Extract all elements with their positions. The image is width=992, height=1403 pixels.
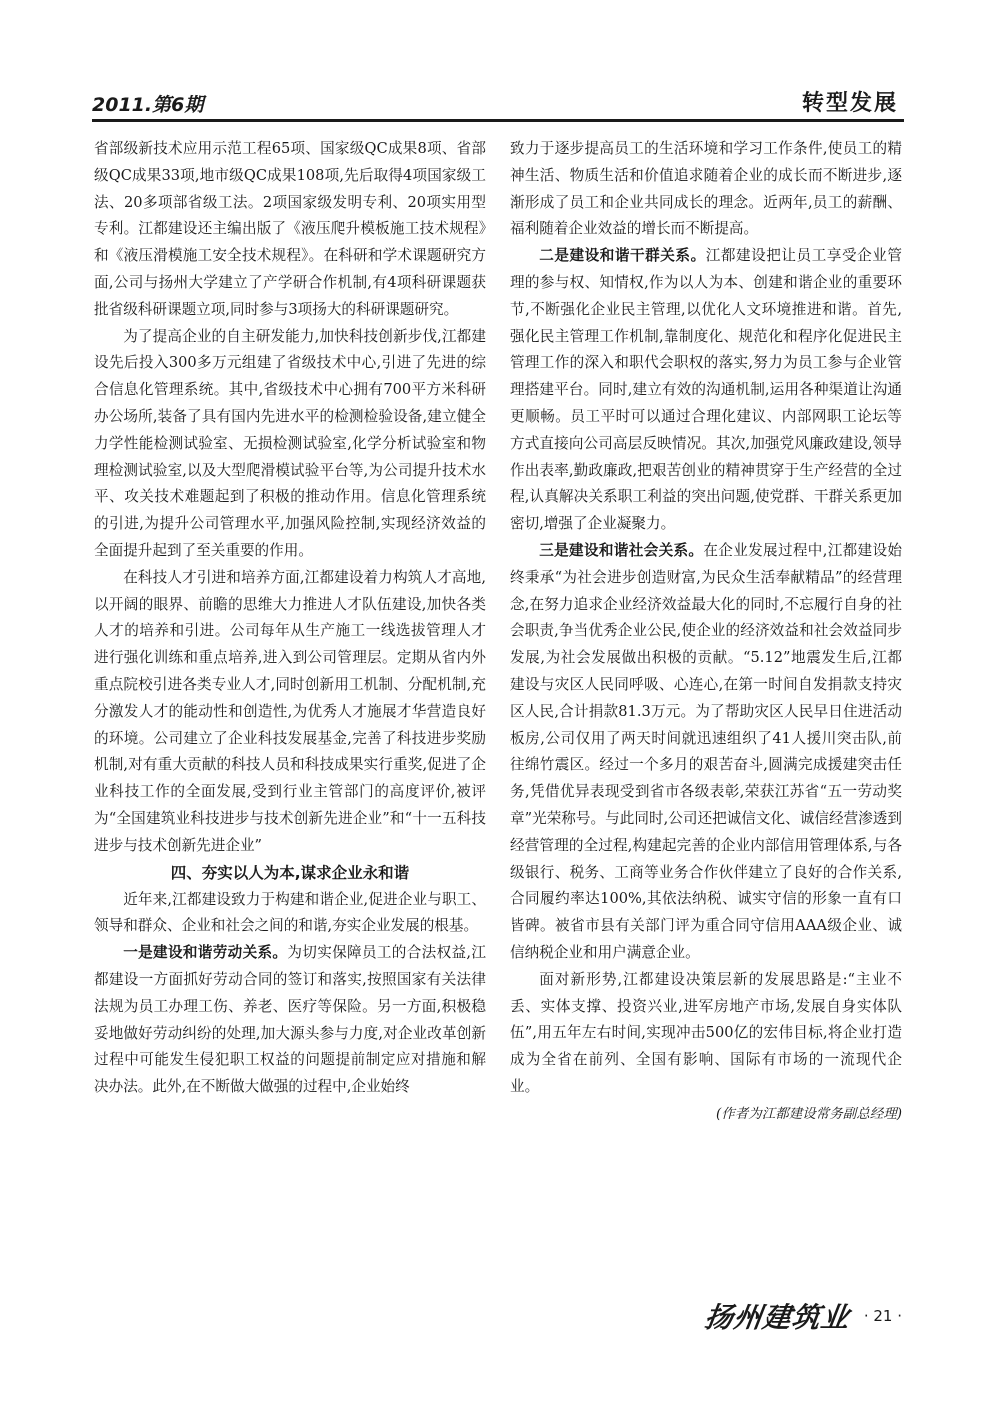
paragraph: 致力于逐步提高员工的生活环境和学习工作条件,使员工的精神生活、物质生活和价值追求随着企业的成长而不断进步,逐渐形成了员工和企业共同成长的理念。近两年,员工的薪酬、福利随着企业效益的增长而不断提高。 [510,140,902,238]
paragraph [510,538,902,967]
page-footer [702,1294,902,1338]
paragraph [94,940,486,1101]
paragraph: 近年来,江都建设致力于构建和谐企业,促进企业与职工、领导和群众、企业和社会之间的和谐,夯实企业发展的根基。 [94,890,486,935]
subsection-lead: 二是建设和谐干群关系。 [539,247,706,265]
page-number: · 21 · [863,1307,902,1325]
header-rule [92,119,904,122]
paragraph-body: 江都建设把让员工享受企业管理的参与权、知情权,作为以人为本、创建和谐企业的重要环节,不断强化企业民主管理,以优化人文环境推进和谐。首先,强化民主管理工作机制,靠制度化、规范化和程序化促进民主管理工作的深入和职代会职权的落实,努力为员工参与企业管理搭建平台。同时,建立有效的沟通机制,运用各种渠道让沟通更顺畅。员工平时可以通过合理化建议、内部网职工论坛等方式直接向公司高层反映情况。其次,加强党风廉政建设,领导作出表率,勤政廉政,把艰苦创业的精神贯穿于生产经营的全过程,认真解决关系职工利益的突出问题,使党群、干群关系更加密切,增强了企业凝聚力。 [510,247,902,533]
paragraph-body: 在企业发展过程中,江都建设始终秉承“为社会进步创造财富,为民众生活奉献精品”的经营理念,在努力追求企业经济效益最大化的同时,不忘履行自身的社会职责,争当优秀企业公民,使企业的经济效益和社会效益同步发展,为社会发展做出积极的贡献。“5.12”地震发生后,江都建设与灾区人民同呼吸、心连心,在第一时间自发捐款支持灾区人民,合计捐款81.3万元。为了帮助灾区人民早日住进活动板房,公司仅用了两天时间就迅速组织了41人援川突击队,前往绵竹震区。经过一个多月的艰苦奋斗,圆满完成援建突击任务,凭借优异表现受到省市各级表彰,荣获江苏省“五一劳动奖章”光荣称号。与此同时,公司还把诚信文化、诚信经营渗透到经营管理的全过程,构建起完善的企业内部信用管理体系,与各级银行、税务、工商等业务合作伙伴建立了良好的合作关系,合同履约率达100%,其依法纳税、诚实守信的形象一直有口皆碑。被省市县有关部门评为重合同守信用AAA级企业、诚信纳税企业和用户满意企业。 [510,541,902,961]
section-heading: 四、夯实以人为本,谋求企业永和谐 [170,863,410,882]
subsection-lead: 三是建设和谐社会关系。 [539,541,704,559]
author-note: (作者为江都建设常务副总经理) [715,1105,902,1122]
right-column [510,136,902,1127]
subsection-lead: 一是建设和谐劳动关系。 [123,944,288,962]
issue-label: 2011.第6期 [92,94,204,116]
paragraph: 省部级新技术应用示范工程65项、国家级QC成果8项、省部级QC成果33项,地市级QC成果108项,先后取得4项国家级工法、20多项部省级工法。2项国家级发明专利、20项实用型专利。江都建设还主编出版了《液压爬升模板施工技术规程》和《液压滑模施工安全技术规程》。在科研和学术课题研究方面,公司与扬州大学建立了产学研合作机制,有4项科研课题获批省级科研课题立项,同时参与3项扬大的科研课题研究。 [94,140,486,318]
paragraph: 为了提高企业的自主研发能力,加快科技创新步伐,江都建设先后投入300多万元组建了省级技术中心,引进了先进的综合信息化管理系统。其中,省级技术中心拥有700平方米科研办公场所,装备了具有国内先进水平的检测检验设备,建立健全力学性能检测试验室、无损检测试验室,化学分析试验室和物理检测试验室,以及大型爬滑模试验平台等,为公司提升技术水平、攻关技术难题起到了积极的推动作用。信息化管理系统的引进,为提升公司管理水平,加强风险控制,实现经济效益的全面提升起到了至关重要的作用。 [94,327,486,559]
paragraph [510,243,902,538]
paragraph: 面对新形势,江都建设决策层新的发展思路是:“主业不丢、实体支撑、投资兴业,进军房地产市场,发展自身实体队伍”,用五年左右时间,实现冲击500亿的宏伟目标,将企业打造成为全省在前列、全国有影响、国际有市场的一流现代企业。 [510,970,902,1095]
paragraph-body: 为切实保障员工的合法权益,江都建设一方面抓好劳动合同的签订和落实,按照国家有关法律法规为员工办理工伤、养老、医疗等保险。另一方面,积极稳妥地做好劳动纠纷的处理,加大源头参与力度,对企业改革创新过程中可能发生侵犯职工权益的问题提前制定应对措施和解决办法。此外,在不断做大做强的过程中,企业始终 [94,944,486,1096]
page-header [92,86,904,118]
magazine-logo: 扬州建筑业 [702,1301,852,1334]
left-column [94,136,486,1101]
paragraph: 在科技人才引进和培养方面,江都建设着力构筑人才高地,以开阔的眼界、前瞻的思维大力推进人才队伍建设,加快各类人才的培养和引进。公司每年从生产施工一线选拔管理人才进行强化训练和重点培养,进入到公司管理层。定期从省内外重点院校引进各类专业人才,同时创新用工机制、分配机制,充分激发人才的能动性和创造性,为优秀人才施展才华营造良好的环境。公司建立了企业科技发展基金,完善了科技进步奖励机制,对有重大贡献的科技人员和科技成果实行重奖,促进了企业科技工作的全面发展,受到行业主管部门的高度评价,被评为“全国建筑业科技进步与技术创新先进企业”和“十一五科技进步与技术创新先进企业” [94,568,486,854]
section-title: 转型发展 [801,91,898,116]
